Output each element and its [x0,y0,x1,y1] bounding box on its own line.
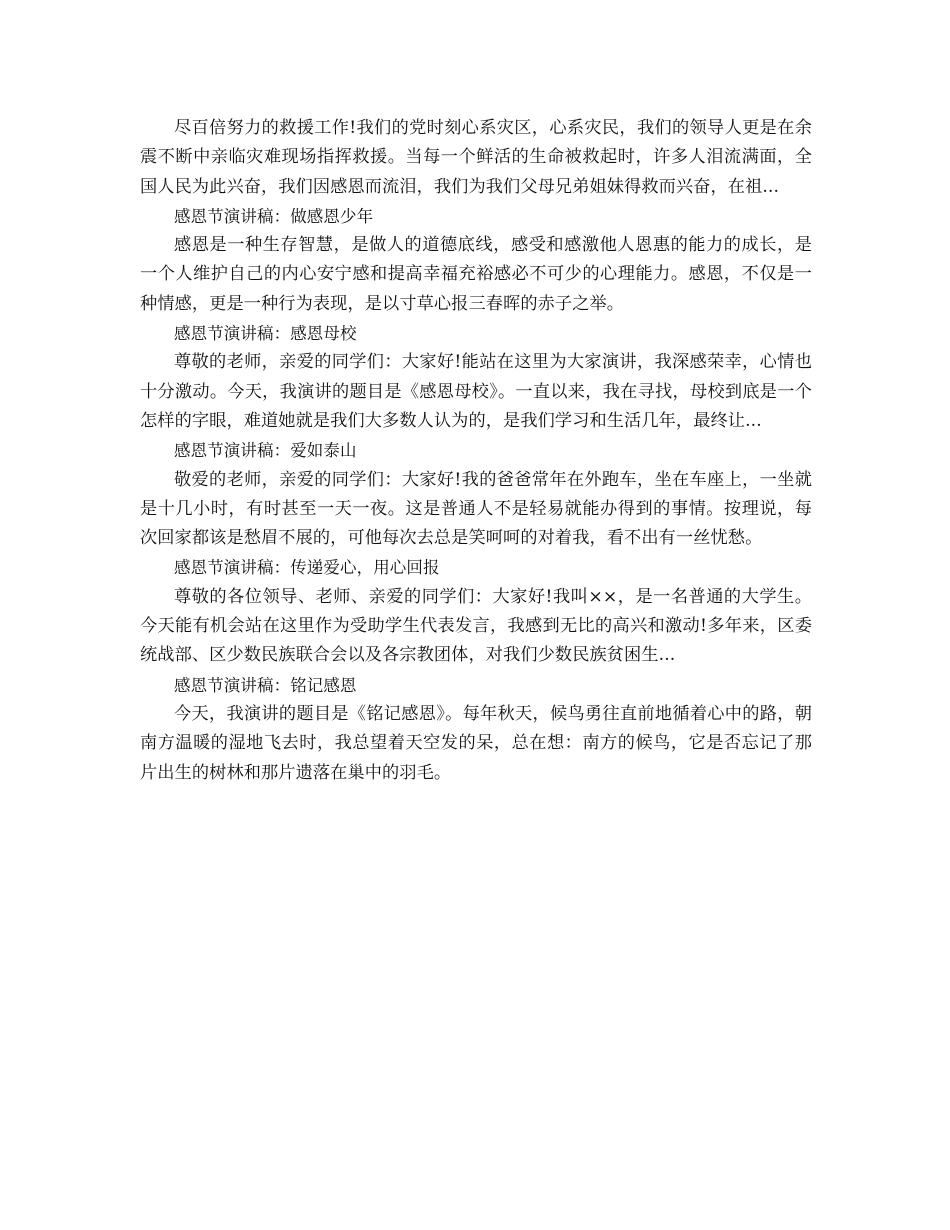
paragraph: 尊敬的老师，亲爱的同学们：大家好!能站在这里为大家演讲，我深感荣幸，心情也十分激动。今天，我演讲的题目是《感恩母校》。一直以来，我在寻找，母校到底是一个怎样的字眼，难道她就是我们大多数人认为的，是我们学习和生活几年，最终让... [140,352,812,431]
paragraph: 今天，我演讲的题目是《铭记感恩》。每年秋天，候鸟勇往直前地循着心中的路，朝南方温暖的湿地飞去时，我总望着天空发的呆，总在想：南方的候鸟，它是否忘记了那片出生的树林和那片遗落在巢中的羽毛。 [140,703,812,783]
paragraph: 尽百倍努力的救援工作!我们的党时刻心系灾区，心系灾民，我们的领导人更是在余震不断中亲临灾难现场指挥救援。当每一个鲜活的生命被救起时，许多人泪流满面，全国人民为此兴奋，我们因感恩而流泪，我们为我们父母兄弟姐妹得救而兴奋，在祖... [140,118,812,197]
section-heading: 感恩节演讲稿：感恩母校 [174,324,357,344]
paragraph: 感恩是一种生存智慧，是做人的道德底线，感受和感激他人恩惠的能力的成长，是一个人维护自己的内心安宁感和提高幸福充裕感必不可少的心理能力。感恩，不仅是一种情感，更是一种行为表现，是以寸草心报三春晖的赤子之举。 [140,235,812,314]
paragraph: 敬爱的老师，亲爱的同学们：大家好!我的爸爸常年在外跑车，坐在车座上，一坐就是十几小时，有时甚至一天一夜。这是普通人不是轻易就能办得到的事情。按理说，每次回家都该是愁眉不展的，可他每次去总是笑呵呵的对着我，看不出有一丝忧愁。 [140,469,812,549]
section-heading: 感恩节演讲稿：铭记感恩 [174,675,357,695]
section-heading: 感恩节演讲稿：传递爱心，用心回报 [174,558,440,578]
section-heading: 感恩节演讲稿：爱如泰山 [174,441,357,461]
document-body [140,114,812,788]
paragraph: 尊敬的各位领导、老师、亲爱的同学们：大家好!我叫××，是一名普通的大学生。今天能有机会站在这里作为受助学生代表发言，我感到无比的高兴和激动!多年来，区委统战部、区少数民族联合会以及各宗教团体，对我们少数民族贫困生... [140,586,812,666]
section-heading: 感恩节演讲稿：做感恩少年 [174,206,374,226]
